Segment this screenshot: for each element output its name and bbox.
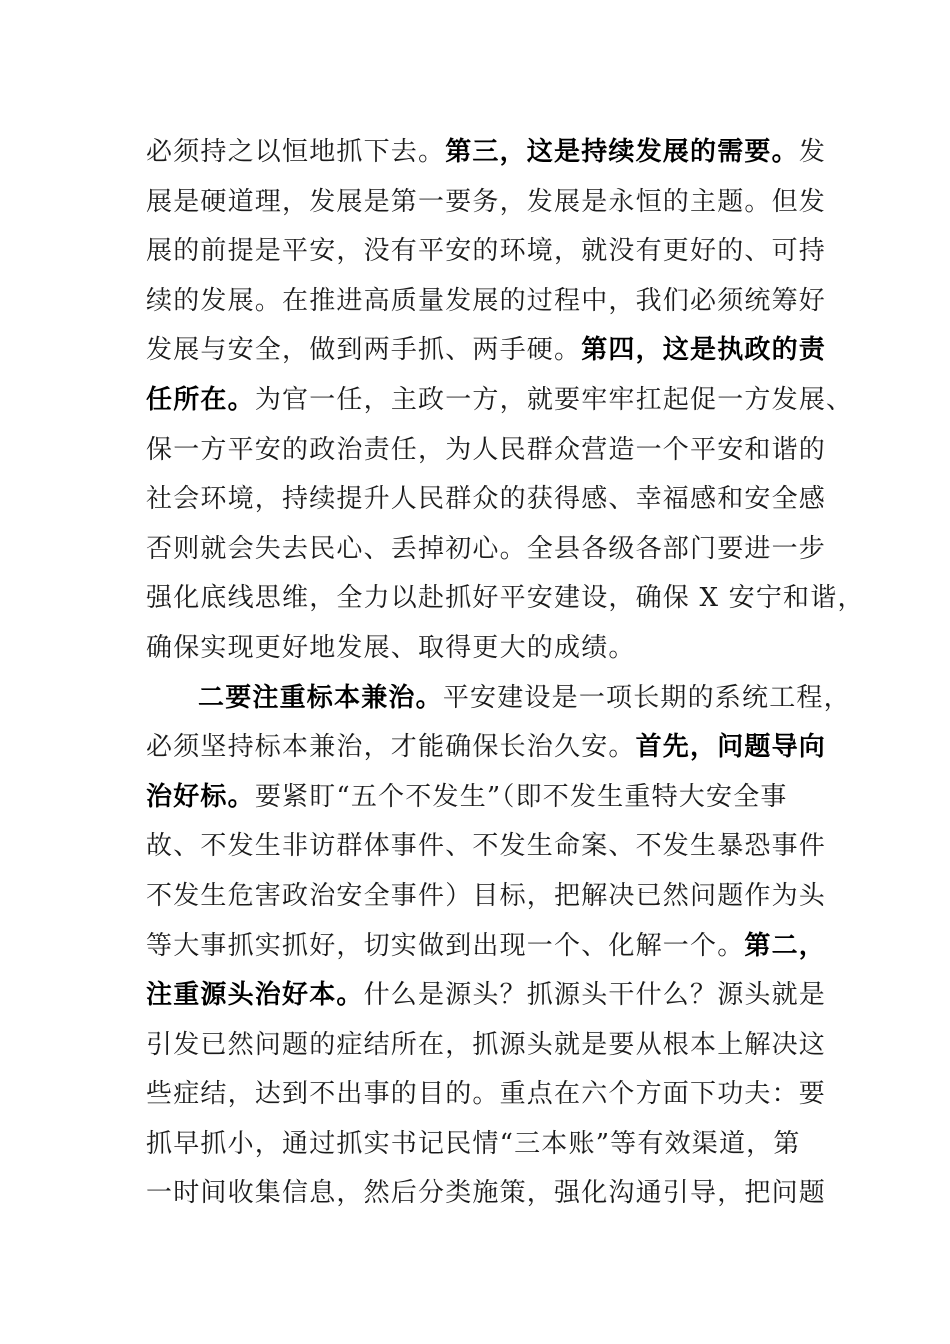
bold-heading-text: 首先，问题导向 bbox=[635, 732, 827, 763]
body-text: 为官一任，主政一方，就要牢牢扛起促一方发展、 bbox=[254, 384, 854, 415]
bold-heading-text: 第二， bbox=[744, 930, 827, 961]
text-line bbox=[146, 822, 827, 872]
text-line bbox=[146, 574, 865, 624]
text-line bbox=[146, 1169, 827, 1219]
body-text: 抓早抓小，通过抓实书记民情“三本账”等有效渠道，第 bbox=[146, 1128, 801, 1159]
text-line bbox=[146, 525, 827, 575]
body-text: 社会环境，持续提升人民群众的获得感、幸福感和安全感 bbox=[146, 484, 827, 515]
body-text: 否则就会失去民心、丢掉初心。全县各级各部门要进一步 bbox=[146, 533, 827, 564]
body-text: 故、不发生非访群体事件、不发生命案、不发生暴恐事件 bbox=[146, 831, 827, 862]
body-text: 等大事抓实抓好，切实做到出现一个、化解一个。 bbox=[146, 930, 745, 961]
body-text: 不发生危害政治安全事件）目标，把解决已然问题作为头 bbox=[146, 880, 827, 911]
body-text: 必须持之以恒地抓下去。 bbox=[146, 137, 446, 167]
text-line bbox=[146, 227, 827, 277]
body-text: 一时间收集信息，然后分类施策，强化沟通引导，把问题 bbox=[146, 1178, 827, 1209]
body-text: 要紧盯“五个不发生”（即不发生重特大安全事 bbox=[254, 781, 788, 812]
text-line bbox=[146, 674, 851, 724]
text-line bbox=[146, 326, 827, 376]
text-line bbox=[146, 773, 808, 823]
body-text: 续的发展。在推进高质量发展的过程中，我们必须统筹好 bbox=[146, 285, 827, 316]
text-line bbox=[146, 872, 827, 922]
body-text: 发 bbox=[798, 137, 827, 167]
bold-heading-text: 治好标。 bbox=[146, 781, 255, 812]
text-line bbox=[146, 178, 827, 228]
text-line bbox=[146, 971, 827, 1021]
text-line bbox=[146, 624, 808, 674]
text-line bbox=[146, 426, 827, 476]
bold-heading-text: 第三，这是持续发展的需要。 bbox=[445, 137, 799, 167]
text-line bbox=[146, 277, 827, 327]
text-line bbox=[146, 723, 827, 773]
text-line bbox=[146, 1070, 827, 1120]
body-text: 平安建设是一项长期的系统工程， bbox=[442, 682, 851, 713]
body-text: 些症结，达到不出事的目的。重点在六个方面下功夫：要 bbox=[146, 1079, 827, 1110]
bold-heading-text: 任所在。 bbox=[146, 384, 255, 415]
bold-heading-text: 二要注重标本兼治。 bbox=[198, 682, 443, 713]
body-text: 保一方平安的政治责任，为人民群众营造一个平安和谐的 bbox=[146, 434, 827, 465]
bold-heading-text: 注重源头治好本。 bbox=[146, 980, 364, 1011]
body-text: 引发已然问题的症结所在，抓源头就是要从根本上解决这 bbox=[146, 1029, 827, 1060]
body-text: 展是硬道理，发展是第一要务，发展是永恒的主题。但发 bbox=[146, 186, 827, 217]
bold-heading-text: 第四，这是执政的责 bbox=[581, 335, 827, 366]
body-text: 确保实现更好地发展、取得更大的成绩。 bbox=[146, 632, 636, 663]
text-line bbox=[146, 1120, 808, 1170]
text-line bbox=[146, 475, 827, 525]
body-text: 必须坚持标本兼治，才能确保长治久安。 bbox=[146, 732, 636, 763]
body-text: 展的前提是平安，没有平安的环境，就没有更好的、可持 bbox=[146, 236, 827, 267]
body-text: 发展与安全，做到两手抓、两手硬。 bbox=[146, 335, 582, 366]
body-text: 强化底线思维，全力以赴抓好平安建设，确保 X 安宁和谐， bbox=[146, 583, 865, 614]
text-line bbox=[146, 376, 854, 426]
text-line bbox=[146, 922, 827, 972]
text-line bbox=[146, 128, 827, 178]
document-body bbox=[146, 128, 865, 1219]
text-line bbox=[146, 1021, 827, 1071]
body-text: 什么是源头？抓源头干什么？源头就是 bbox=[363, 980, 827, 1011]
